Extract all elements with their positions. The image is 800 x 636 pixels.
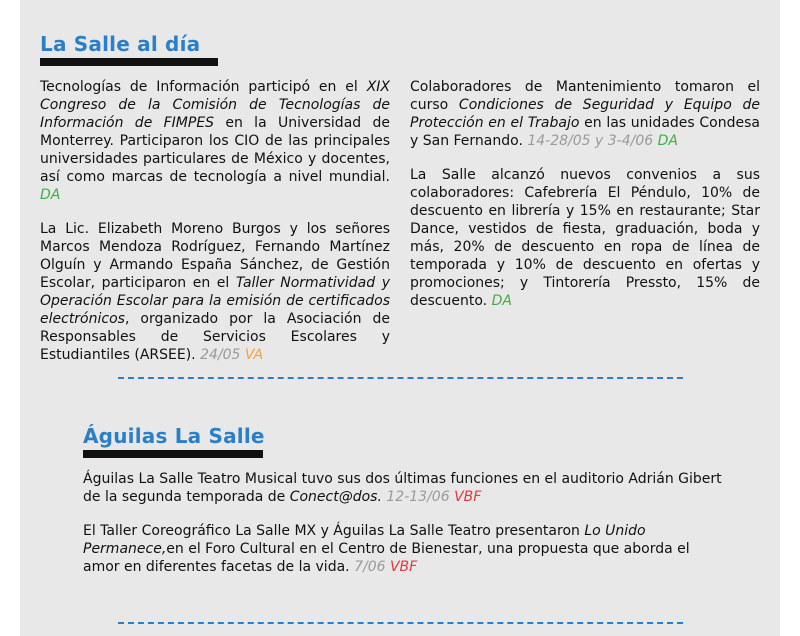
- author-tag: VBF: [454, 489, 482, 505]
- section-title-underline: [83, 450, 263, 458]
- date-label: 14-28/05 y 3-4/06: [527, 133, 654, 149]
- author-tag: VA: [244, 347, 264, 363]
- section-title-underline: [40, 58, 218, 66]
- section-title-aguilas-la-salle: Águilas La Salle: [83, 424, 265, 448]
- left-column: [40, 78, 390, 380]
- news-text: Tecnologías de Información participó en el: [40, 79, 367, 95]
- right-column: [410, 78, 760, 326]
- news-item-convenios: [410, 166, 760, 310]
- news-emphasis: Condiciones de Seguridad y Equipo de Protección en el Trabajo: [410, 97, 760, 131]
- news-text: en el Foro Cultural en el Centro de Bienestar, una propuesta que aborda el amor en diferentes facetas de la vida.: [83, 541, 690, 575]
- section-title-la-salle-al-dia: La Salle al día: [40, 32, 201, 56]
- news-item-ti-congreso: [40, 78, 390, 204]
- news-text: La Lic. Elizabeth Moreno Burgos y los señores Marcos Mendoza Rodríguez, Fernando Martínez Olguín y Armando España Sánchez, de Gestión Escolar, participaron en el: [40, 221, 390, 291]
- news-emphasis: Taller Normatividad y Operación Escolar para la emisión de certificados electrónicos: [40, 275, 390, 327]
- news-item-mantenimiento: [410, 78, 760, 150]
- news-text: en la Universidad de Monterrey. Participaron los CIO de las principales universidades particulares de México y docentes, así como marcas de tecnología a nivel mundial.: [40, 115, 390, 185]
- date-label: 12-13/06: [386, 489, 450, 505]
- news-text: en las unidades Condesa y San Fernando.: [410, 115, 760, 149]
- news-emphasis: Lo Unido Permanece,: [83, 523, 646, 557]
- aguilas-column: [83, 470, 725, 592]
- news-text: Colaboradores de Mantenimiento tomaron el curso: [410, 79, 760, 113]
- author-tag: VBF: [389, 559, 418, 575]
- news-emphasis: Conect@dos.: [289, 489, 382, 505]
- news-text: Águilas La Salle Teatro Musical tuvo sus dos últimas funciones en el auditorio Adrián Gibert de la segunda temporada de: [83, 471, 722, 505]
- section-divider-bottom: [118, 622, 683, 624]
- news-text: La Salle alcanzó nuevos convenios a sus colaboradores: Cafebrería El Péndulo, 10% de descuento en librería y 15% en restaurante; Star Dance, vestidos de fiesta, graduación, boda y más, 20% de descuento en ropa de línea de temporada y 10% de descuento en ofertas y promociones; y Tintorería Pressto, 15% de descuento.: [410, 167, 760, 309]
- news-emphasis: XIX Congreso de la Comisión de Tecnologías de Información de FIMPES: [40, 79, 390, 131]
- news-item-teatro-musical: [83, 470, 725, 506]
- date-label: 24/05: [200, 347, 241, 363]
- date-label: 7/06: [354, 559, 386, 575]
- news-item-taller-coreografico: [83, 522, 725, 576]
- author-tag: DA: [40, 187, 61, 203]
- author-tag: DA: [657, 133, 678, 149]
- author-tag: DA: [491, 293, 512, 309]
- content-panel: [20, 0, 780, 636]
- news-text: El Taller Coreográfico La Salle MX y Águilas La Salle Teatro presentaron: [83, 523, 585, 539]
- section-divider: [118, 377, 683, 379]
- news-text: , organizado por la Asociación de Responsables de Servicios Escolares y Estudiantiles (ARSEE).: [40, 311, 390, 363]
- news-item-gestion-escolar: [40, 220, 390, 364]
